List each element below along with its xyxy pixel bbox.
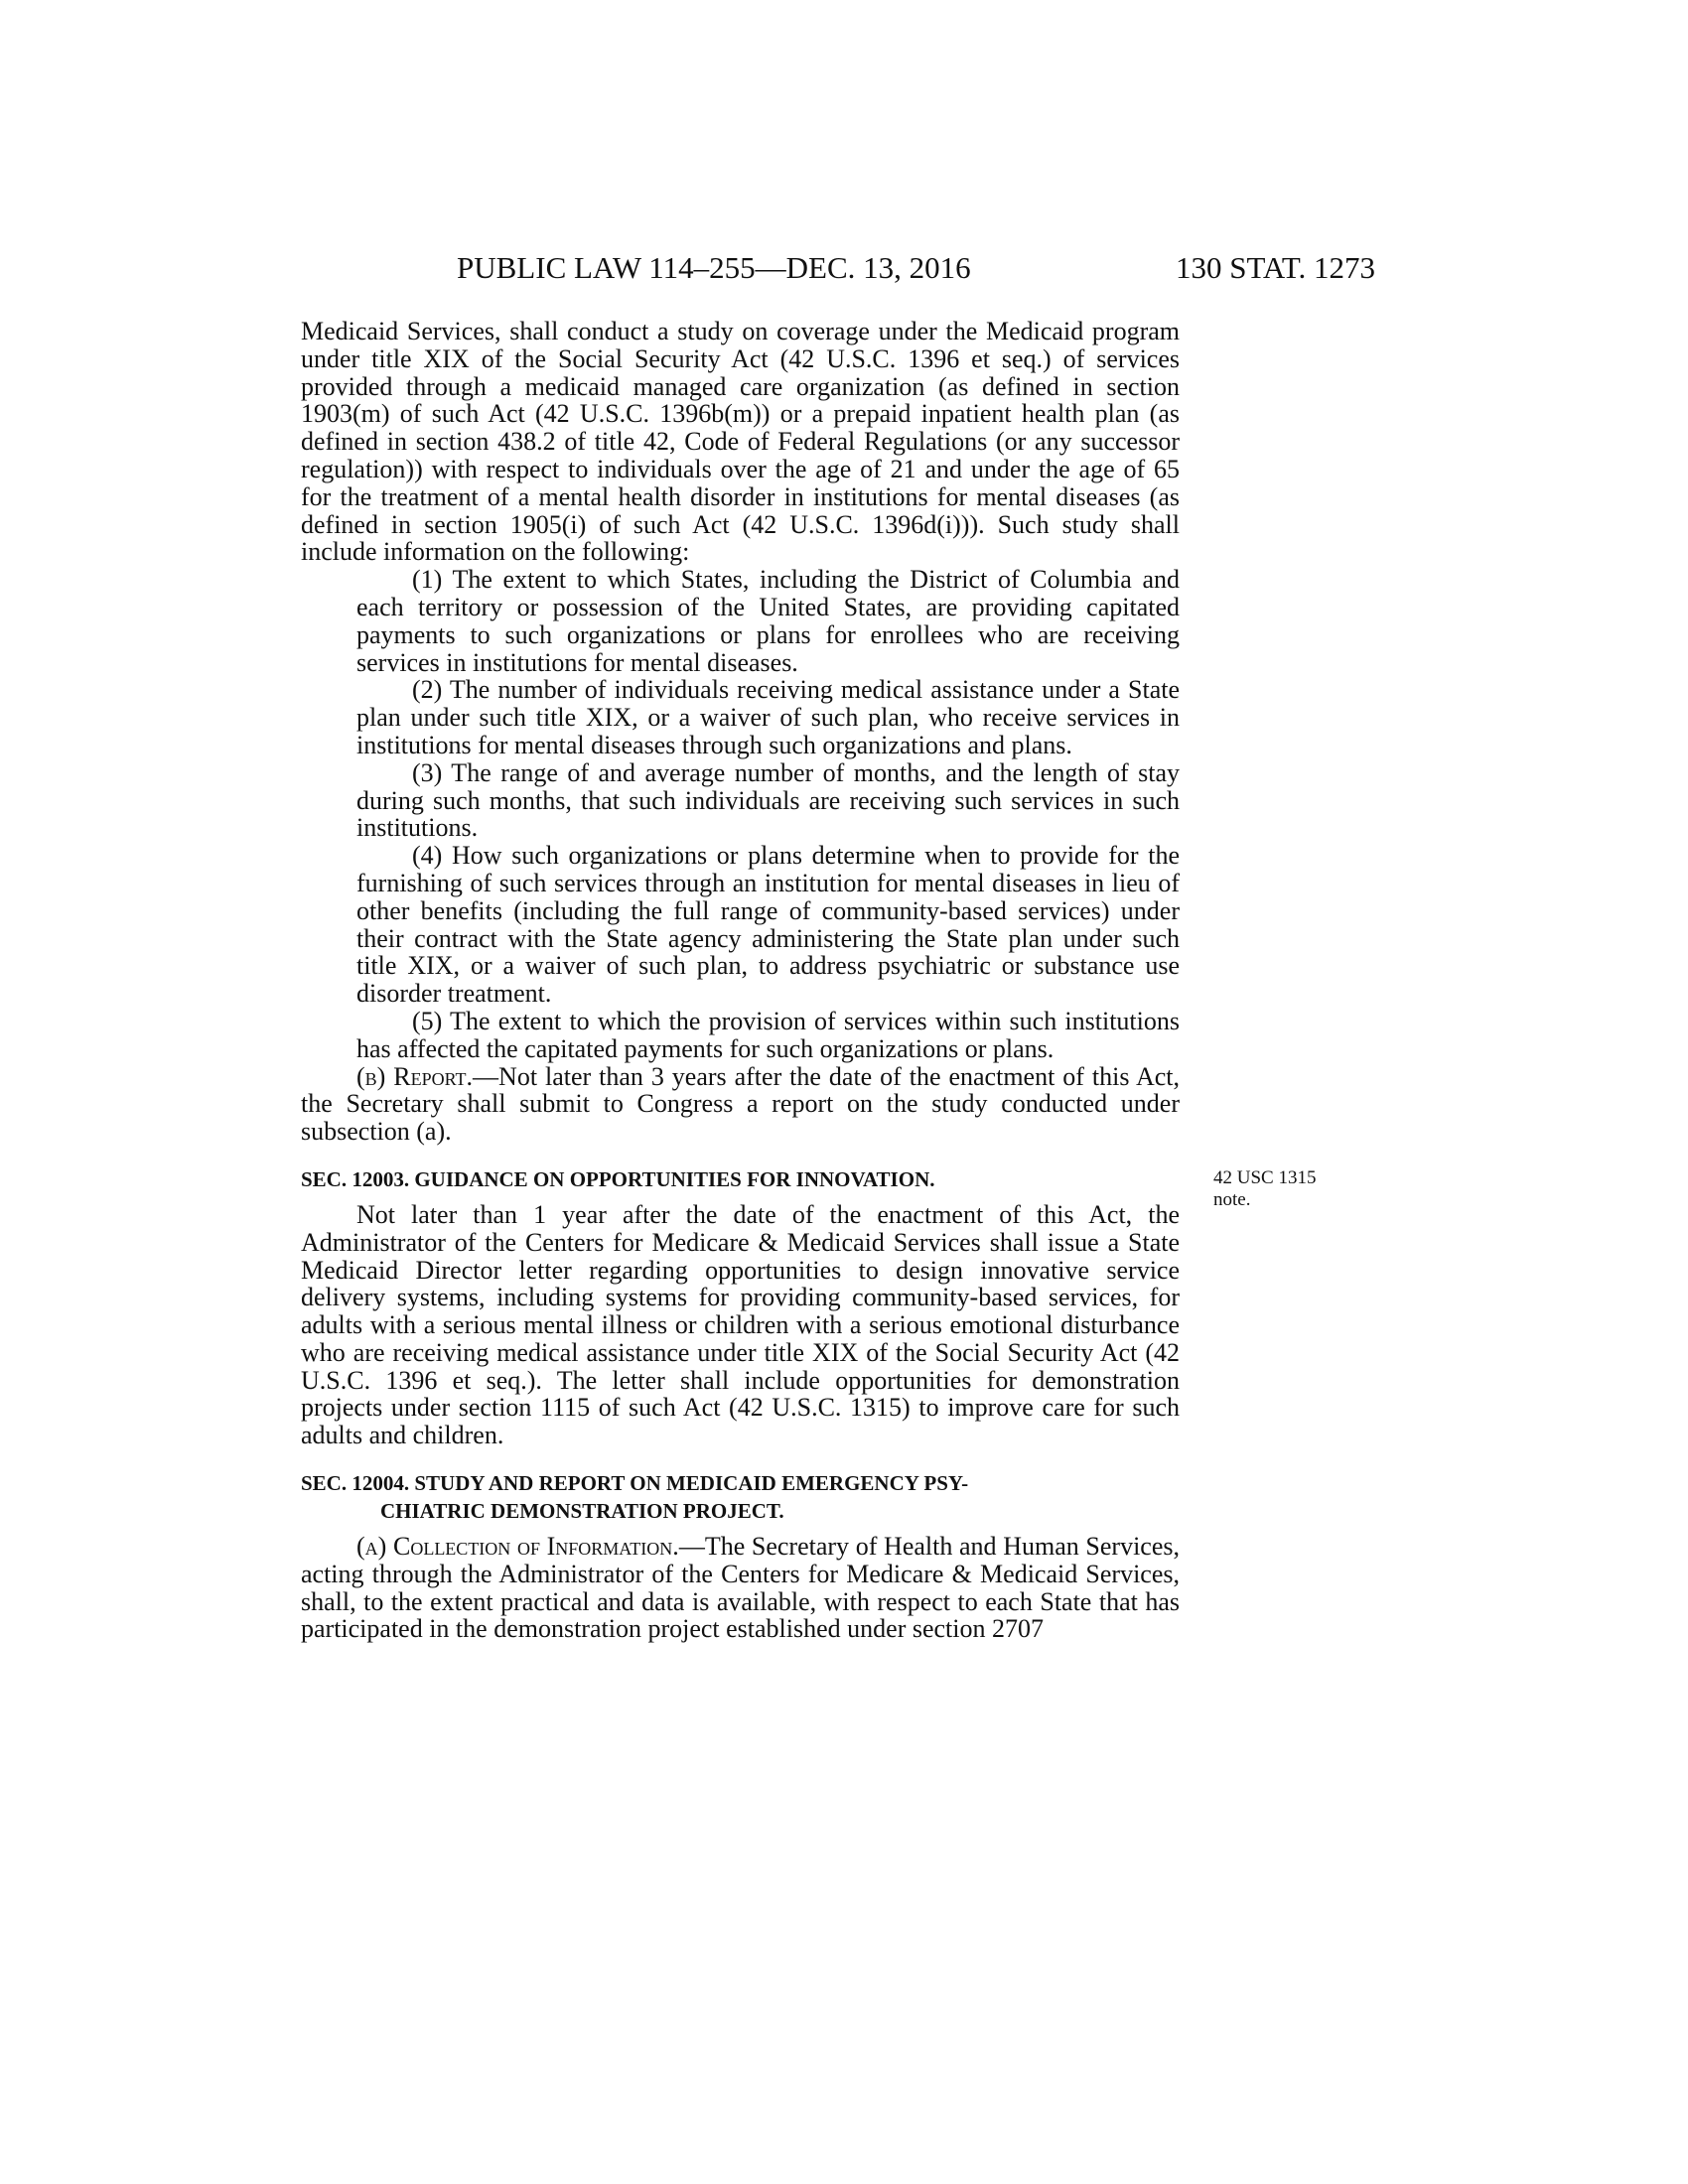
margin-note-suffix: note. xyxy=(1213,1188,1251,1210)
statute-page-number: 130 STAT. 1273 xyxy=(1175,250,1375,285)
public-law-citation: PUBLIC LAW 114–255—DEC. 13, 2016 xyxy=(457,250,971,285)
report-label: (b) Report. xyxy=(356,1061,474,1091)
section-12004-heading-line1: SEC. 12004. STUDY AND REPORT ON MEDICAID EMERGENCY PSY- xyxy=(301,1471,969,1496)
list-item-1: (1) The extent to which States, including the District of Columbia and each territory or possession of the United States, are providing capitated payments to such organizations or plans for enrollees who are receiving services in institutions for mental diseases. xyxy=(356,565,1180,677)
margin-note xyxy=(1213,1167,1342,1211)
list-item-5: (5) The extent to which the provision of services within such institutions has affected the capitated payments for such organizations or plans. xyxy=(356,1006,1180,1063)
section-12004-heading-line2: CHIATRIC DEMONSTRATION PROJECT. xyxy=(380,1499,784,1524)
report-paragraph xyxy=(301,1063,1180,1146)
section-12003-text: Not later than 1 year after the date of the enactment of this Act, the Administrator of the Centers for Medicare & Medicaid Services shall issue a State Medicaid Director letter regarding opportunities to design innovative service delivery systems, including systems for providing community-based services, for adults with a serious mental illness or children with a serious emotional disturbance who are receiving medical assistance under title XIX of the Social Security Act (42 U.S.C. 1396 et seq.). The letter shall include opportunities for demonstration projects under section 1115 of such Act (42 U.S.C. 1315) to improve care for such adults and children. xyxy=(301,1199,1180,1450)
document-body xyxy=(301,318,1180,1643)
report-text: —Not later than 3 years after the date of the enactment of this Act, the Secretary shall submit to Congress a report on the study conducted under subsection (a). xyxy=(301,1061,1180,1147)
list-item-4: (4) How such organizations or plans determine when to provide for the furnishing of such services through an institution for mental diseases in lieu of other benefits (including the full range of community-based services) under their contract with the State agency administering the State plan under such title XIX, or a waiver of such plan, to address psychiatric or substance use disorder treatment. xyxy=(356,841,1180,1009)
collection-text: —The Secretary of Health and Human Services, acting through the Administrator of the Centers for Medicare & Medicaid Services, shall, to the extent practical and data is available, with respect to each State that has participated in the demonstration project established under section 2707 xyxy=(301,1532,1180,1644)
collection-paragraph xyxy=(301,1533,1180,1643)
collection-label: (a) Collection of Information. xyxy=(356,1532,679,1562)
list-item-3: (3) The range of and average number of months, and the length of stay during such months, that such individuals are receiving such services in such institutions. xyxy=(356,757,1180,843)
section-12004-heading xyxy=(301,1469,1180,1525)
running-header xyxy=(457,248,1375,288)
intro-paragraph: Medicaid Services, shall conduct a study on coverage under the Medicaid program under title XIX of the Social Security Act (42 U.S.C. 1396 et seq.) of services provided through a medicaid managed care organization (as defined in section 1903(m) of such Act (42 U.S.C. 1396b(m)) or a prepaid inpatient health plan (as defined in section 438.2 of title 42, Code of Federal Regulations (or any successor regulation)) with respect to individuals over the age of 21 and under the age of 65 for the treatment of a mental health disorder in institutions for mental diseases (as defined in section 1905(i) of such Act (42 U.S.C. 1396d(i))). Such study shall include information on the following: xyxy=(301,317,1180,567)
section-12003-heading: SEC. 12003. GUIDANCE ON OPPORTUNITIES FOR INNOVATION. xyxy=(301,1166,935,1191)
list-item-2: (2) The number of individuals receiving medical assistance under a State plan under such title XIX, or a waiver of such plan, who receive services in institutions for mental diseases through such organizations and plans. xyxy=(356,675,1180,759)
margin-note-citation: 42 USC 1315 xyxy=(1213,1166,1317,1188)
